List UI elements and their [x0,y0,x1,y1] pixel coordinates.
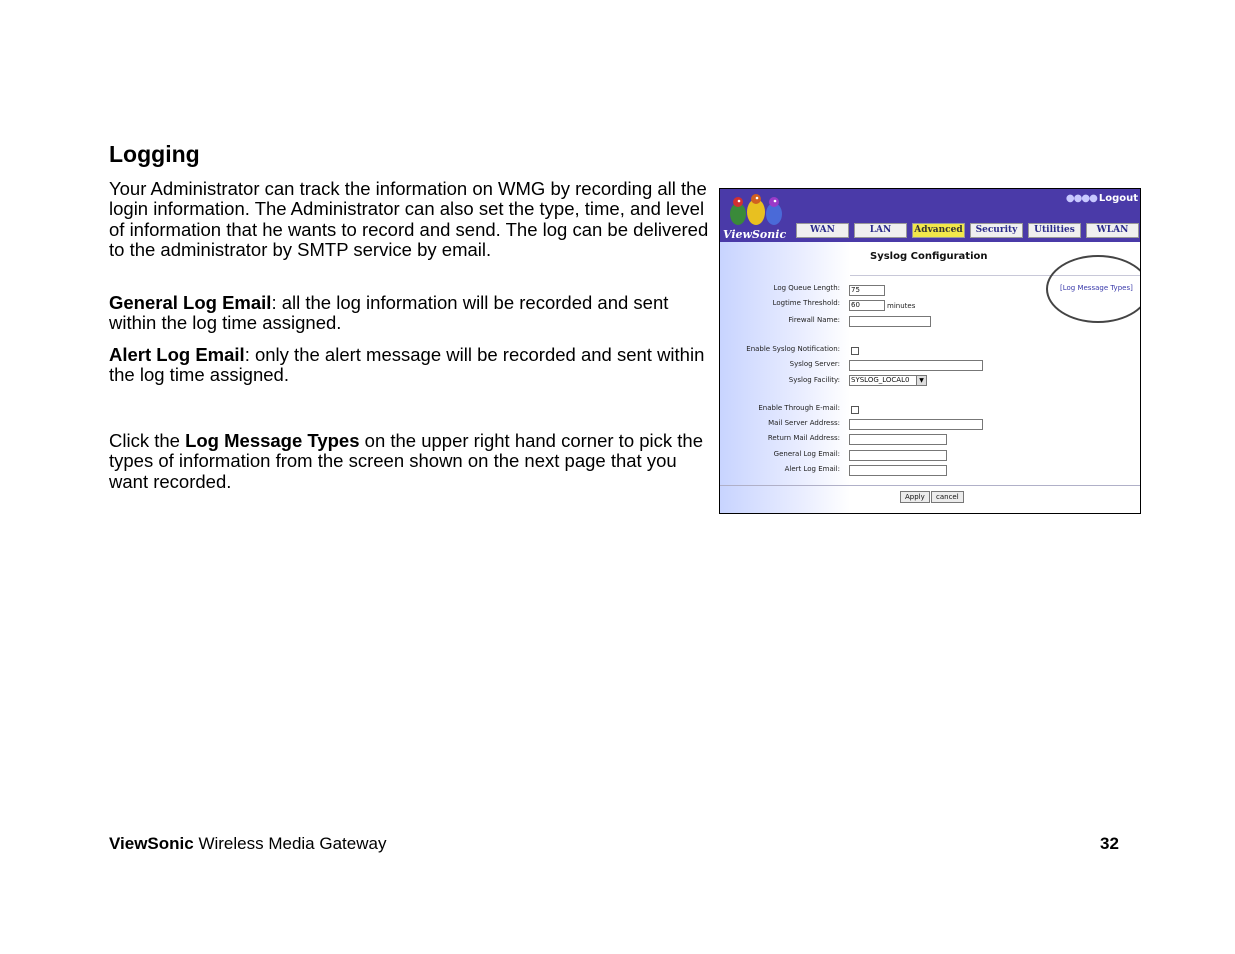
syslog-facility-value: SYSLOG_LOCAL0 [851,376,910,384]
cancel-button[interactable]: cancel [931,491,964,503]
tab-wlan[interactable]: WLAN [1086,223,1139,238]
general-log-description: : all the log information will be recorded and sent within the log time assigned. [109,292,669,334]
logout-link[interactable] [1066,193,1138,204]
instruction-rest: on the upper right hand corner to pick the types of information from the screen shown on the next page that you want recorded. [109,430,704,492]
logtime-threshold-input[interactable]: 60 [849,300,885,311]
tab-security[interactable]: Security [970,223,1023,238]
syslog-server-input[interactable] [849,360,983,371]
footer-divider [720,485,1140,486]
alert-log-description: : only the alert message will be recorded and sent within the log time assigned. [109,344,705,386]
log-queue-length-input[interactable]: 75 [849,285,885,296]
return-mail-input[interactable] [849,434,947,445]
logout-dots-icon: ●●●● [1065,193,1097,204]
tab-advanced[interactable]: Advanced [912,223,965,238]
footer-product [109,834,386,854]
apply-button[interactable]: Apply [900,491,930,503]
syslog-server-label: Syslog Server: [789,360,840,368]
general-log-term: General Log Email [109,292,272,313]
footer-product-name: Wireless Media Gateway [193,834,387,853]
general-log-paragraph [109,293,709,334]
log-queue-length-label: Log Queue Length: [773,284,840,292]
footer-brand: ViewSonic [109,834,194,853]
instruction-paragraph [109,431,709,492]
firewall-name-input[interactable] [849,316,931,327]
general-log-email-label: General Log Email: [773,450,840,458]
logtime-threshold-label: Logtime Threshold: [772,299,840,307]
firewall-name-label: Firewall Name: [788,316,840,324]
logo-birds-icon [726,192,788,230]
enable-syslog-label: Enable Syslog Notification: [746,345,840,353]
alert-log-term: Alert Log Email [109,344,245,365]
general-log-email-input[interactable] [849,450,947,461]
enable-syslog-checkbox[interactable] [851,347,859,355]
highlight-circle [1046,255,1141,323]
page-number: 32 [1100,834,1119,853]
mail-server-label: Mail Server Address: [768,419,840,427]
alert-log-email-input[interactable] [849,465,947,476]
logout-label: Logout [1098,193,1138,204]
page-heading: Logging [109,141,200,167]
enable-email-checkbox[interactable] [851,406,859,414]
instruction-term: Log Message Types [185,430,360,451]
log-message-types-link[interactable]: [Log Message Types] [1060,284,1133,292]
enable-email-label: Enable Through E-mail: [758,404,840,412]
chevron-down-icon[interactable]: ▼ [916,375,927,386]
syslog-facility-select[interactable] [849,375,917,386]
screenshot-header [720,189,1140,242]
intro-paragraph: Your Administrator can track the information on WMG by recording all the login information. The Administrator can also set the type, time, and level of information that he wants to record and send. The log can be delivered to the administrator by SMTP service by email. [109,178,709,260]
syslog-facility-label: Syslog Facility: [788,376,840,384]
mail-server-input[interactable] [849,419,983,430]
alert-log-paragraph [109,345,709,386]
tab-utilities[interactable]: Utilities [1028,223,1081,238]
viewsonic-logo: ViewSonic [723,228,787,241]
instruction-pre: Click the [109,430,186,451]
syslog-screenshot [719,188,1141,514]
minutes-unit: minutes [887,302,916,310]
return-mail-label: Return Mail Address: [767,434,840,442]
syslog-title: Syslog Configuration [870,251,988,262]
tab-lan[interactable]: LAN [854,223,907,238]
tab-wan[interactable]: WAN [796,223,849,238]
alert-log-email-label: Alert Log Email: [784,465,840,473]
